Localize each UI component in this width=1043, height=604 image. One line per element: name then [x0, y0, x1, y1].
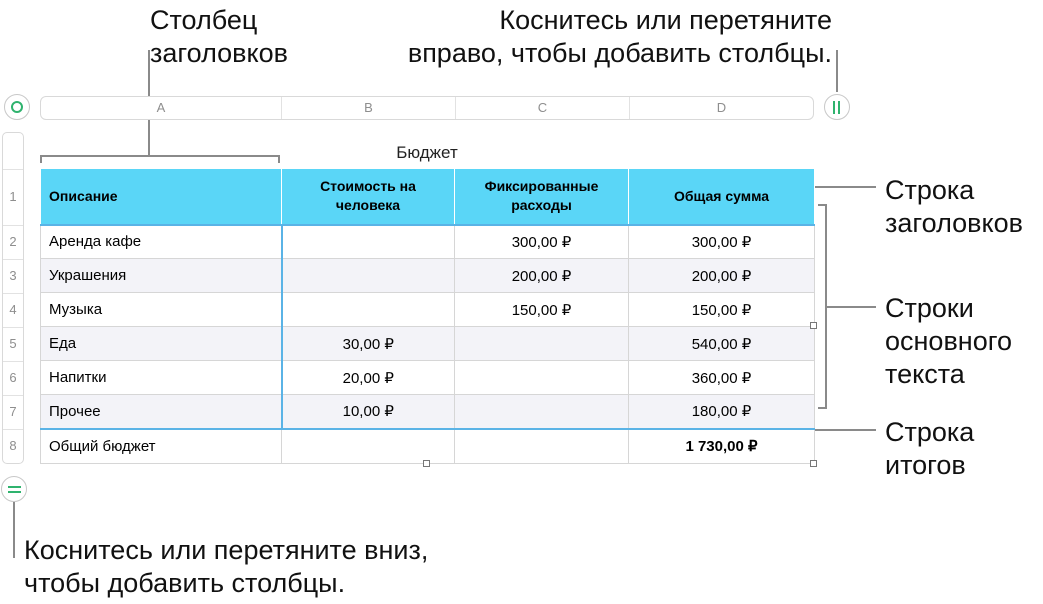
callout-footer-row	[885, 416, 974, 482]
table-cell[interactable]	[282, 293, 455, 327]
table-cell[interactable]: 150,00 ₽	[629, 293, 815, 327]
callout-line: чтобы добавить столбцы.	[24, 568, 346, 598]
bracket-end	[818, 204, 826, 206]
row-number-5[interactable]: 5	[9, 336, 17, 351]
table-cell[interactable]	[282, 259, 455, 293]
resize-handle-corner[interactable]	[810, 460, 817, 467]
leader-line	[836, 50, 838, 92]
row-number-6[interactable]: 6	[9, 370, 17, 385]
callout-line: Коснитесь или перетяните	[499, 5, 832, 35]
callout-header-row	[885, 174, 1023, 240]
resize-handle-right[interactable]	[810, 322, 817, 329]
row-number-3[interactable]: 3	[9, 268, 17, 283]
leader-line	[826, 306, 876, 308]
callout-header-column	[150, 4, 288, 70]
table-cell[interactable]: Музыка	[41, 293, 282, 327]
equals-bars-icon	[8, 486, 21, 493]
bracket-end	[818, 407, 826, 409]
header-cell[interactable]: Описание	[41, 169, 282, 225]
callout-line: основного	[885, 326, 1012, 356]
header-cell[interactable]: Фиксированные расходы	[455, 169, 629, 225]
table-cell[interactable]: 200,00 ₽	[629, 259, 815, 293]
table-cell[interactable]: 540,00 ₽	[629, 327, 815, 361]
table-cell[interactable]	[455, 395, 629, 429]
add-rows-handle[interactable]	[1, 476, 27, 502]
budget-table	[40, 168, 815, 464]
callout-line: Строки	[885, 293, 974, 323]
row-header-bar	[2, 132, 24, 464]
column-letter-a[interactable]: A	[156, 100, 166, 115]
pause-bars-icon	[833, 101, 842, 114]
callout-line: вправо, чтобы добавить столбцы.	[407, 38, 832, 68]
table-cell[interactable]: 180,00 ₽	[629, 395, 815, 429]
table-cell[interactable]	[455, 361, 629, 395]
table-cell[interactable]	[282, 225, 455, 259]
header-cell[interactable]: Общая сумма	[629, 169, 815, 225]
resize-handle-bottom[interactable]	[423, 460, 430, 467]
footer-cell[interactable]	[282, 429, 455, 464]
table-cell[interactable]: 150,00 ₽	[455, 293, 629, 327]
table-cell[interactable]: 300,00 ₽	[629, 225, 815, 259]
callout-add-rows	[24, 534, 428, 600]
leader-line	[814, 429, 876, 431]
row-number-1[interactable]: 1	[9, 189, 17, 204]
callout-line: Столбец	[150, 5, 258, 35]
table-cell[interactable]: Прочее	[41, 395, 282, 429]
table-cell[interactable]: 200,00 ₽	[455, 259, 629, 293]
column-letter-d[interactable]: D	[716, 100, 727, 115]
column-letter-c[interactable]: C	[537, 100, 548, 115]
table-row	[41, 225, 815, 259]
callout-line: Коснитесь или перетяните вниз,	[24, 535, 429, 565]
table-cell[interactable]: 360,00 ₽	[629, 361, 815, 395]
circle-icon	[11, 101, 23, 113]
table-row	[41, 395, 815, 429]
column-letter-b[interactable]: B	[364, 100, 373, 115]
table-cell[interactable]: 10,00 ₽	[282, 395, 455, 429]
add-columns-handle[interactable]	[824, 94, 850, 120]
table-title[interactable]: Бюджет	[396, 143, 458, 162]
row-number-7[interactable]: 7	[9, 404, 17, 419]
callout-add-columns	[380, 4, 832, 70]
table-cell[interactable]: 20,00 ₽	[282, 361, 455, 395]
select-table-handle[interactable]	[4, 94, 30, 120]
row-number-2[interactable]: 2	[9, 234, 17, 249]
callout-line: заголовков	[150, 38, 288, 68]
table-cell[interactable]: Аренда кафе	[41, 225, 282, 259]
footer-row	[41, 429, 815, 464]
callout-line: итогов	[885, 450, 966, 480]
leader-line	[13, 502, 15, 558]
row-number-8[interactable]: 8	[9, 438, 17, 453]
footer-cell[interactable]: Общий бюджет	[41, 429, 282, 464]
callout-line: заголовков	[885, 208, 1023, 238]
table-cell[interactable]: 300,00 ₽	[455, 225, 629, 259]
table-row	[41, 259, 815, 293]
row-divider	[3, 169, 23, 170]
table-cell[interactable]: Еда	[41, 327, 282, 361]
table-row	[41, 361, 815, 395]
footer-cell[interactable]: 1 730,00 ₽	[629, 429, 815, 464]
table-row	[41, 327, 815, 361]
callout-body-rows	[885, 292, 1012, 391]
callout-line: Строка	[885, 417, 975, 447]
callout-line: Строка	[885, 175, 975, 205]
leader-line	[814, 186, 876, 188]
header-row	[41, 169, 815, 225]
table-row	[41, 293, 815, 327]
table-cell[interactable]	[455, 327, 629, 361]
column-header-bar	[40, 96, 814, 120]
table-cell[interactable]: Напитки	[41, 361, 282, 395]
table-cell[interactable]: 30,00 ₽	[282, 327, 455, 361]
header-cell[interactable]: Стоимость на человека	[282, 169, 455, 225]
callout-line: текста	[885, 359, 965, 389]
footer-cell[interactable]	[455, 429, 629, 464]
row-number-4[interactable]: 4	[9, 302, 17, 317]
table-cell[interactable]: Украшения	[41, 259, 282, 293]
